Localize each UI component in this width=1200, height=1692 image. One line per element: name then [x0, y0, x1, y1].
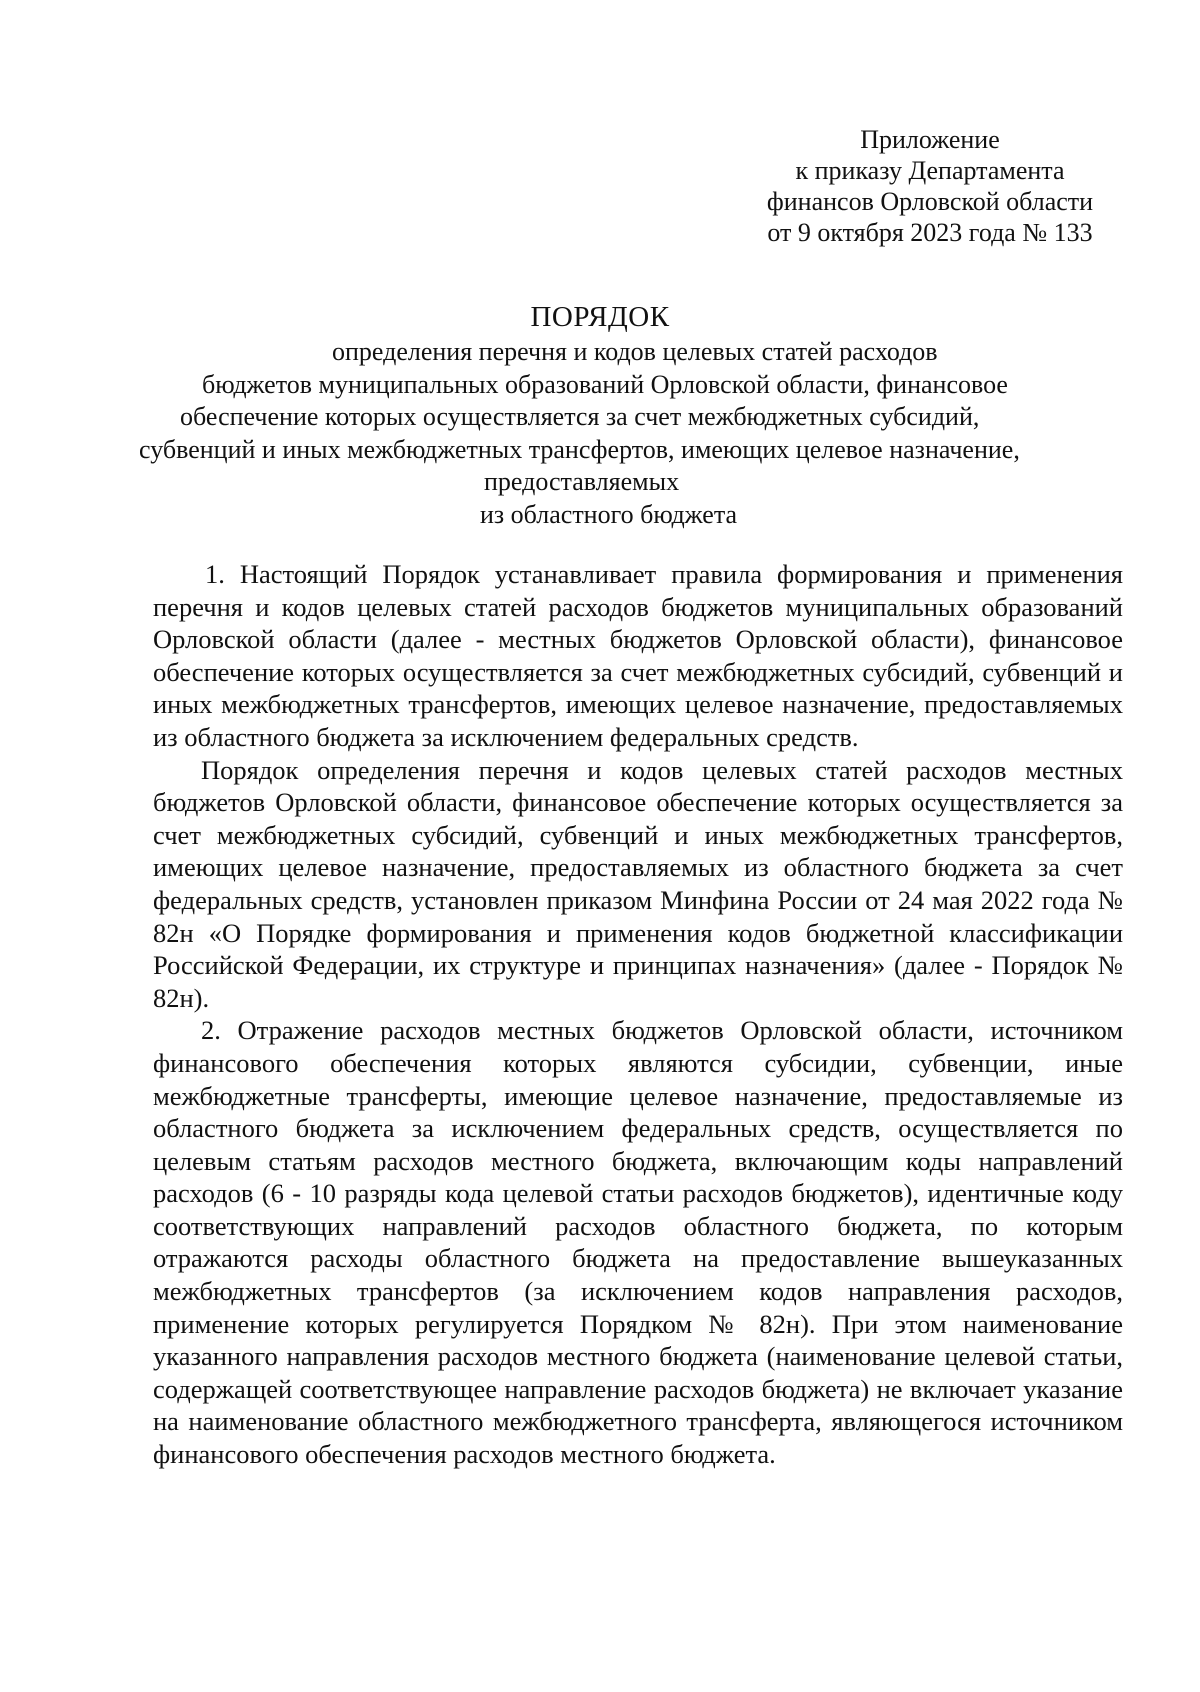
subtitle-line-5: предоставляемых	[484, 467, 680, 496]
appendix-line-1: Приложение	[860, 125, 1000, 154]
appendix-line-3: финансов Орловской области	[766, 187, 1094, 216]
appendix-line-2: к приказу Департамента	[795, 156, 1065, 185]
appendix-line-4: от 9 октября 2023 года № 133	[767, 218, 1093, 247]
subtitle-line-6: из областного бюджета	[480, 499, 738, 529]
subtitle-line-2: бюджетов муниципальных образований Орловской области, финансовое	[202, 369, 1008, 399]
paragraph-3: 2. Отражение расходов местных бюджетов Орловской области, источником финансового обеспечения которых являются субсидии, субвенции, иные межбюджетные трансферты, имеющие целевое назначение, предоставляемые из областного бюджета за исключением федеральных средств, осуществляется по целевым статьям расходов местного бюджета, включающим коды направлений расходов (6 - 10 разряды кода целевой статьи расходов бюджетов), идентичные коду соответствующих направлений расходов областного бюджета, по которым отражаются расходы областного бюджета на предоставление вышеуказанных межбюджетных трансфертов (за исключением кодов направления расходов, применение которых регулируется Порядком № 82н). При этом наименование указанного направления расходов местного бюджета (наименование целевой статьи, содержащей соответствующее направление расходов бюджета) не включает указание на наименование областного межбюджетного трансферта, являющегося источником финансового обеспечения расходов местного бюджета.	[153, 1015, 1123, 1470]
subtitle-line-4: субвенций и иных межбюджетных трансфертов, имеющих целевое назначение,	[139, 434, 1020, 464]
paragraph-1: 1. Настоящий Порядок устанавливает правила формирования и применения перечня и кодов целевых статей расходов бюджетов муниципальных образований Орловской области (далее - местных бюджетов Орловской области), финансовое обеспечение которых осуществляется за счет межбюджетных субсидий, субвенций и иных межбюджетных трансфертов, имеющих целевое назначение, предоставляемых из областного бюджета за исключением федеральных средств.	[153, 559, 1123, 752]
subtitle-line-3: обеспечение которых осуществляется за счет межбюджетных субсидий,	[180, 402, 980, 431]
subtitle-line-1: определения перечня и кодов целевых статей расходов	[332, 337, 938, 366]
document-subtitle	[120, 336, 1120, 531]
document-body	[153, 558, 1123, 1471]
document-title: ПОРЯДОК	[530, 301, 670, 333]
paragraph-2: Порядок определения перечня и кодов целевых статей расходов местных бюджетов Орловской области, финансовое обеспечение которых осуществляется за счет межбюджетных субсидий, субвенций и иных межбюджетных трансфертов, имеющих целевое назначение, предоставляемых из областного бюджета за счет федеральных средств, установлен приказом Минфина России от 24 мая 2022 года № 82н «О Порядке формирования и применения кодов бюджетной классификации Российской Федерации, их структуре и принципах назначения» (далее - Порядок № 82н).	[153, 754, 1123, 1013]
appendix-header	[760, 124, 1100, 248]
